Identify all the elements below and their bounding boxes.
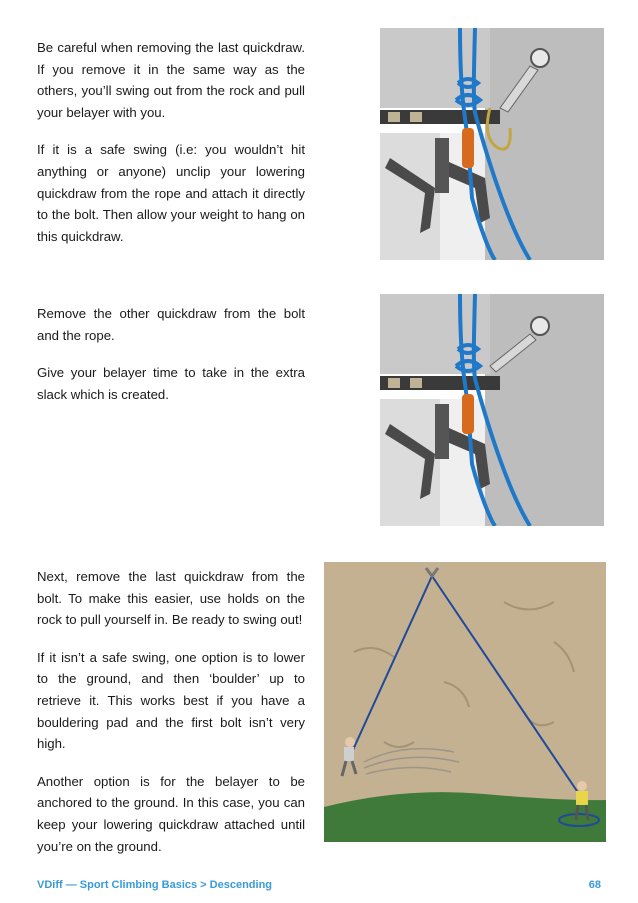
climber-swing-illustration bbox=[324, 562, 606, 842]
page-number: 68 bbox=[588, 879, 601, 891]
paragraph: Next, remove the last quickdraw from the bolt. To make this easier, use holds on the rock to pull yourself in. Be ready to swing out! bbox=[37, 569, 305, 628]
harness-quickdraw-to-bolt-illustration bbox=[380, 28, 604, 260]
section-1-text bbox=[37, 37, 305, 247]
section-2-text bbox=[37, 303, 305, 405]
paragraph: If it isn’t a safe swing, one option is to lower to the ground, and then ‘boulder’ up to retrieve it. This works best if you have a bouldering pad and the first bolt isn’t very high. bbox=[37, 649, 305, 752]
paragraph: Another option is for the belayer to be anchored to the ground. In this case, you can keep your lowering quickdraw attached until you’re on the ground. bbox=[37, 773, 305, 854]
belay-device bbox=[462, 128, 474, 168]
harness-single-quickdraw-illustration bbox=[380, 294, 604, 526]
paragraph: Remove the other quickdraw from the bolt and the rope. bbox=[37, 306, 305, 343]
paragraph: Give your belayer time to take in the extra slack which is created. bbox=[37, 365, 305, 402]
belay-device bbox=[462, 394, 474, 434]
breadcrumb: VDiff — Sport Climbing Basics > Descending bbox=[37, 879, 273, 891]
paragraph: If it is a safe swing (i.e: you wouldn’t hit anything or anyone) unclip your lowering quickdraw from the rope and attach it directly to the bolt. Then allow your weight to hang on this quickdraw. bbox=[37, 142, 305, 244]
section-3-text bbox=[37, 566, 305, 857]
paragraph: Be careful when removing the last quickdraw. If you remove it in the same way as the others, you’ll swing out from the rock and pull your belayer with you. bbox=[37, 40, 305, 120]
page-footer bbox=[37, 879, 601, 895]
